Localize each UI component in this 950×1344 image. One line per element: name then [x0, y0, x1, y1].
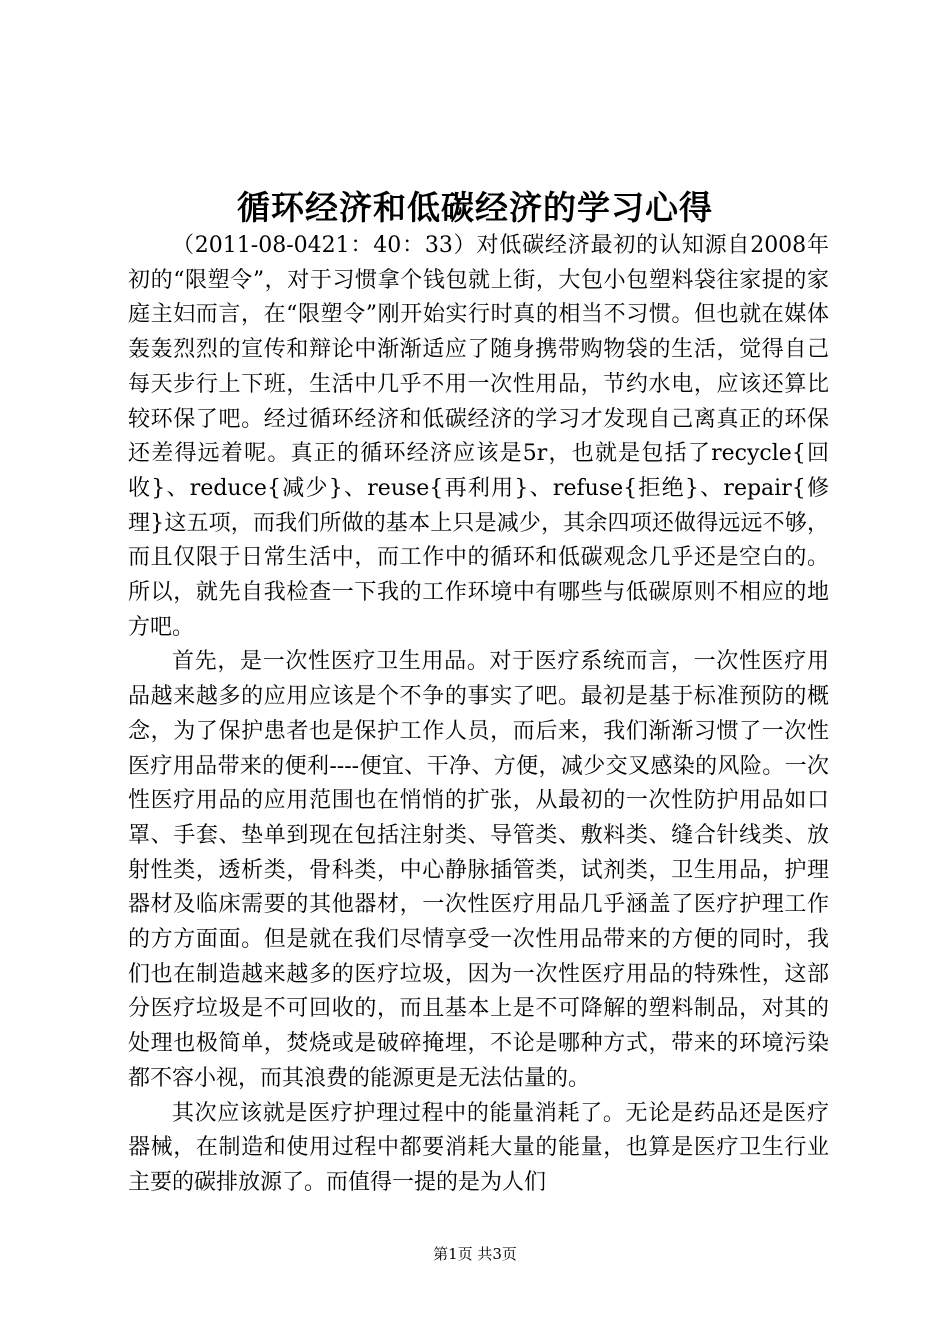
document-title: 循环经济和低碳经济的学习心得	[237, 188, 713, 227]
page-footer: 第1页 共3页	[433, 1245, 517, 1263]
paragraph-intro: （2011-08-0421：40：33）对低碳经济最初的认知源自2008年初的“限塑令”，对于习惯拿个钱包就上街，大包小包塑料袋往家提的家庭主妇而言，在“限塑令”刚开始实行时真的相当不习惯。但也就在媒体轰轰烈烈的宣传和辩论中渐渐适应了随身携带购物袋的生活，觉得自己每天步行上下班，生活中几乎不用一次性用品，节约水电，应该还算比较环保了吧。经过循环经济和低碳经济的学习才发现自己离真正的环保还差得远着呢。真正的循环经济应该是5r，也就是包括了recycle{回收}、reduce{减少}、reuse{再利用}、refuse{拒绝}、repair{修理}这五项，而我们所做的基本上只是减少，其余四项还做得远远不够，而且仅限于日常生活中，而工作中的循环和低碳观念几乎还是空白的。所以，就先自我检查一下我的工作环境中有哪些与低碳原则不相应的地方吧。	[128, 233, 829, 640]
paragraph-second: 其次应该就是医疗护理过程中的能量消耗了。无论是药品还是医疗器械，在制造和使用过程中都要消耗大量的能量，也算是医疗卫生行业主要的碳排放源了。而值得一提的是为人们	[128, 1100, 829, 1195]
document-body	[128, 229, 829, 1201]
paragraph-first: 首先，是一次性医疗卫生用品。对于医疗系统而言，一次性医疗用品越来越多的应用应该是个不争的事实了吧。最初是基于标准预防的概念，为了保护患者也是保护工作人员，而后来，我们渐渐习惯了一次性医疗用品带来的便利----便宜、干净、方便，减少交叉感染的风险。一次性医疗用品的应用范围也在悄悄的扩张，从最初的一次性防护用品如口罩、手套、垫单到现在包括注射类、导管类、敷料类、缝合针线类、放射性类，透析类，骨科类，中心静脉插管类，试剂类，卫生用品，护理器材及临床需要的其他器材，一次性医疗用品几乎涵盖了医疗护理工作的方方面面。但是就在我们尽情享受一次性用品带来的方便的同时，我们也在制造越来越多的医疗垃圾，因为一次性医疗用品的特殊性，这部分医疗垃圾是不可回收的，而且基本上是不可降解的塑料制品，对其的处理也极简单，焚烧或是破碎掩埋，不论是哪种方式，带来的环境污染都不容小视，而其浪费的能源更是无法估量的。	[128, 649, 829, 1091]
